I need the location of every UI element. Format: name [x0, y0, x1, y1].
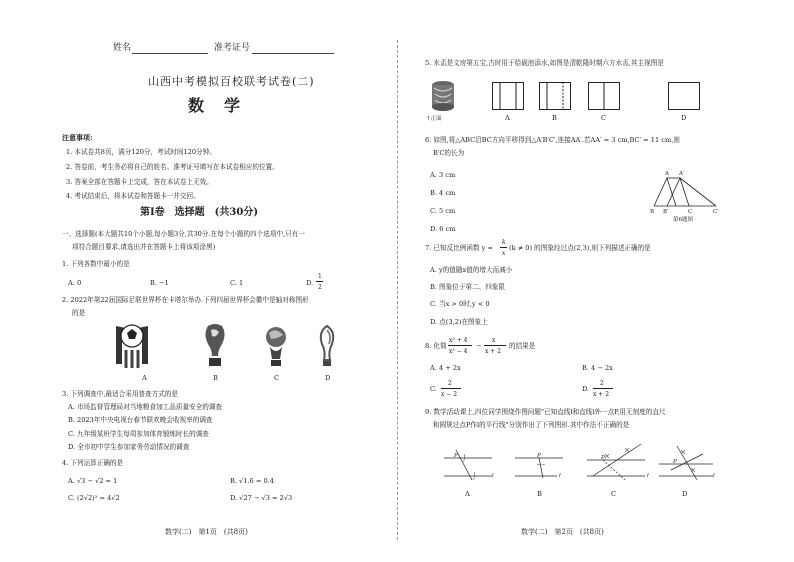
q6-option-b: B. 4 cm [430, 189, 456, 197]
q9-label-b: B [537, 490, 542, 498]
q6-option-c: C. 5 cm [430, 207, 456, 215]
q5-stem: 5. 水盂是文房第五宝,古时用于给砚池添水,如图是清乾隆时期六方水盂,其主视图是 [425, 59, 664, 67]
q5-label-b: B [552, 114, 557, 122]
q8-option-b: B. 4 − 2x [582, 364, 613, 372]
q5-view-c [588, 82, 620, 110]
q1-option-c: C. 1 [230, 279, 244, 287]
q8-option-d-bar [593, 388, 613, 389]
q9-construction-d [657, 440, 715, 482]
q9-label-a: A [465, 490, 470, 498]
q3-option-c: C. 九年级某班学生每周参加体育锻炼时长的调查 [68, 430, 209, 438]
q8-option-c-denominator: x − 2 [441, 391, 458, 398]
q7-option-c: C. 当x > 0时,y < 0 [430, 300, 490, 308]
q8-fraction1-bar [448, 345, 472, 346]
q9-construction-c [585, 440, 649, 482]
name-label: 姓名 [113, 43, 132, 53]
q9-c-line-l: l [647, 473, 649, 479]
q2-stem: 的是 [72, 309, 86, 317]
q3-option-a: A. 市场监督管理局对当地粮食加工品质量安全的调查 [68, 403, 223, 411]
q6-point-a: A [665, 171, 669, 177]
q9-a-point-p: P [454, 453, 458, 459]
q8-option-d-denominator: x + 2 [593, 391, 610, 398]
q5-view-a [492, 82, 524, 110]
q2-label-d: D [325, 374, 331, 382]
notice-item: 1. 本试卷共8页，满分120分，考试时间120分钟。 [66, 148, 216, 156]
exam-no-field[interactable] [252, 53, 334, 54]
q9-stem: 和圆规过点P作l的平行线"分别作出了下列图形.其中作法不正确的是 [433, 421, 630, 429]
q9-d-line-l: l [713, 473, 715, 479]
q7-option-a: A. y的值随x值的增大而减小 [430, 266, 513, 274]
q1-option-a: A. 0 [68, 279, 82, 287]
q5-label-a: A [505, 114, 510, 122]
worldcup-emblem-b [200, 322, 230, 372]
notice-item: 3. 答案全部在答题卡上完成，答在本试卷上无效。 [66, 178, 213, 186]
q8-stem-start: 8. 化简 [425, 342, 447, 350]
paper-title: 山西中考模拟百校联考试卷(二) [148, 75, 315, 88]
q2-label-a: A [142, 374, 147, 382]
q3-option-d: D. 全市初中学生参加家务劳动情况的调查 [68, 443, 190, 451]
q6-point-b: B [650, 209, 655, 215]
worldcup-emblem-d [316, 324, 338, 370]
worldcup-emblem-c [263, 325, 289, 371]
q2-label-c: C [274, 374, 280, 382]
q4-option-a: A. √3 − √2 = 1 [68, 477, 118, 485]
q7-option-d: D. 点(3,2)在图象上 [430, 318, 488, 326]
q6-point-c-prime: C′ [713, 209, 719, 215]
q6-stem: B′C的长为 [433, 149, 465, 157]
q8-option-d: D. [582, 385, 590, 393]
q9-label-c: C [611, 490, 617, 498]
q9-d-point-p: P [673, 459, 677, 465]
page-2 [397, 0, 794, 562]
q8-option-c-numerator: 2 [448, 380, 452, 387]
q8-stem-end: 的结果是 [509, 342, 536, 350]
q6-figure-caption: 第6题图 [673, 217, 693, 223]
q8-fraction2-bar [484, 345, 506, 346]
q6-option-d: D. 6 cm [430, 225, 456, 233]
q7-fraction-numerator: k [502, 239, 506, 246]
q4-option-c: C. (2√2)² = 4√2 [68, 494, 120, 502]
q5-label-d: D [681, 114, 687, 122]
q1-option-b: B. −1 [150, 279, 169, 287]
q8-option-d-numerator: 2 [600, 380, 604, 387]
q1-stem: 1. 下列各数中最小的是 [62, 260, 130, 268]
worldcup-emblem-a [112, 320, 152, 372]
q9-construction-a [442, 448, 494, 482]
q1-option-d: D. [306, 279, 314, 287]
q8-minus-sign: − [476, 342, 482, 350]
exam-no-label: 准考证号 [214, 43, 251, 53]
q4-stem: 4. 下列运算正确的是 [62, 459, 124, 467]
water-vessel-image [430, 80, 456, 114]
q6-point-b-prime: B′ [663, 209, 669, 215]
notice-item: 4. 考试结束后，将本试卷和答题卡一并交回。 [66, 192, 200, 200]
q2-label-b: B [213, 374, 218, 382]
q8-fraction2-numerator: x [492, 337, 496, 344]
q7-stem-start: 7. 已知反比例函数 y = [425, 244, 493, 252]
q9-a-line-l: l [492, 473, 494, 479]
section-intro: 项符合题目要求,请选出并在答题卡上将该项涂黑) [72, 243, 216, 251]
page-footer: 数学(二) 第2页 (共8页) [521, 528, 604, 536]
q2-stem: 2. 2022年第22届国际足联世界杯在卡塔尔举办.下列四届世界杯会徽中是轴对称图形 [62, 296, 309, 304]
section-intro: 一、选择题(本大题共10个小题,每小题3分,共30分.在每个小题的四个选项中,只有一 [62, 230, 305, 238]
q1-d-denominator: 2 [318, 284, 322, 291]
q7-stem-end: (k ≠ 0) 的图象经过点(2,3),则下列描述正确的是 [509, 244, 651, 252]
section-heading: 第Ⅰ卷 选择题 (共30分) [140, 207, 259, 218]
q7-fraction-denominator: x [502, 250, 506, 257]
q8-fraction1-denominator: x² − 4 [449, 348, 468, 355]
q5-view-d [668, 82, 700, 110]
name-field[interactable] [132, 53, 208, 54]
q6-point-a-prime: A′ [679, 171, 685, 177]
q6-stem: 6. 如图,将△ABC沿BC方向平移得到△A′B′C′,连接AA′.若AA′ = 3 cm,BC′ = 11 cm,则 [425, 136, 680, 144]
q9-c-point-p: P [601, 455, 605, 461]
q5-view-b [539, 82, 571, 110]
q8-option-a: A. 4 + 2x [430, 364, 461, 372]
notice-heading: 注意事项: [62, 133, 93, 142]
q4-option-d: D. √27 − √3 = 2√3 [230, 494, 293, 502]
q5-label-c: C [601, 114, 607, 122]
q8-fraction1-numerator: x² + 4 [449, 337, 468, 344]
front-direction-label: ↑正面 [426, 116, 442, 122]
q8-option-c-bar [441, 388, 461, 389]
q1-d-fraction-bar [316, 281, 323, 282]
q8-fraction2-denominator: x + 2 [485, 348, 502, 355]
q7-option-b: B. 图象位于第二、四象限 [430, 283, 505, 291]
q7-fraction-bar [500, 247, 507, 248]
q1-d-numerator: 1 [318, 273, 322, 280]
q9-b-line-l: l [559, 473, 561, 479]
q9-label-d: D [682, 490, 688, 498]
q6-point-c: C [688, 209, 693, 215]
q4-option-b: B. √1.6 = 0.4 [230, 477, 274, 485]
notice-item: 2. 答卷前，考生务必将自己的姓名、准考证号填写在本试卷相应的位置。 [66, 163, 279, 171]
q3-option-b: B. 2023年中央电视台春节联欢晚会收视率的调查 [68, 416, 213, 424]
q6-option-a: A. 3 cm [430, 171, 456, 179]
q9-b-point-p: P [537, 453, 541, 459]
q3-stem: 3. 下列调查中,最适合采用普查方式的是 [62, 390, 178, 398]
subject-title: 数学 [188, 96, 261, 115]
q6-translation-figure [650, 172, 720, 210]
page-footer: 数学(二) 第1页 (共8页) [165, 528, 248, 536]
q8-option-c: C. [430, 385, 437, 393]
q9-stem: 9. 数学活动课上,四位同学围绕作图问题"已知直线l和直线l外一点P,用无刻度的直尺 [425, 408, 666, 416]
